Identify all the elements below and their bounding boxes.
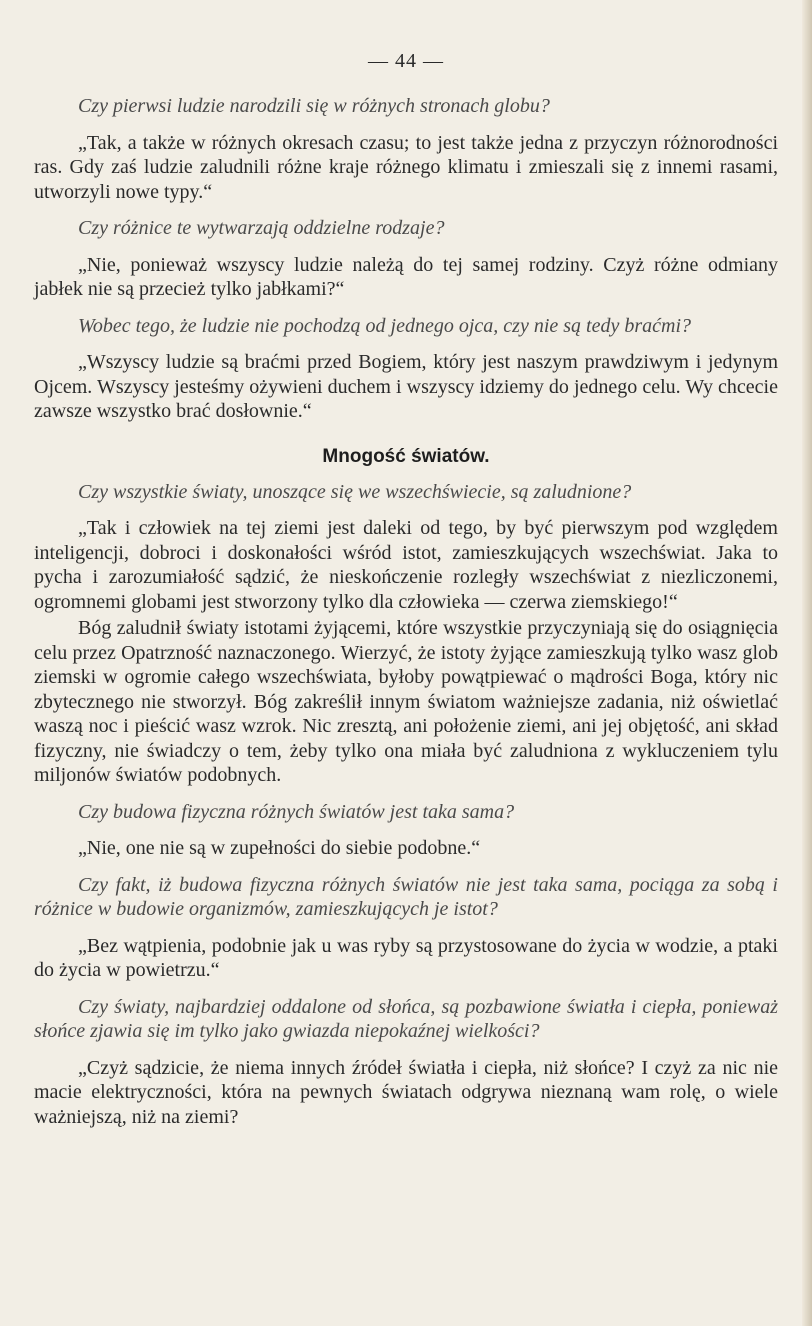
answer-3: „Wszyscy ludzie są braćmi przed Bogiem, który jest naszym prawdziwym i jedynym Ojcem. Wszyscy jesteśmy ożywieni duchem i wszyscy idziemy do jednego celu. Wy chcecie zawsze wszystko brać dosłownie.“: [34, 351, 778, 422]
question-7: Czy światy, najbardziej oddalone od słońca, są pozbawione światła i ciepła, ponieważ słońce zjawia się im tylko jako gwiazda niepokaźnej wielkości?: [34, 995, 778, 1042]
answer-5: „Nie, one nie są w zupełności do siebie podobne.“: [78, 837, 481, 859]
answer-2: „Nie, ponieważ wszyscy ludzie należą do tej samej rodziny. Czyż różne odmiany jabłek nie są przecież tylko jabłkami?“: [34, 253, 778, 300]
answer-1: „Tak, a także w różnych okresach czasu; to jest także jedna z przyczyn różnorodności ras. Gdy zaś ludzie zaludnili różne kraje różnego klimatu i zmieszali się z innemi rasami, utworzyli nowe typy.“: [34, 131, 778, 203]
section-heading: Mnogość światów.: [322, 445, 490, 467]
question-3: Wobec tego, że ludzie nie pochodzą od jednego ojca, czy nie są tedy braćmi?: [78, 314, 692, 337]
question-1: Czy pierwsi ludzie narodzili się w różnych stronach globu?: [78, 95, 550, 117]
answer-7: „Czyż sądzicie, że niema innych źródeł światła i ciepła, niż słońce? I czyż za nic nie macie elektryczności, która na pewnych światach odgrywa nieznaną wam rolę, o wiele ważniejszą, niż na ziemi?: [34, 1056, 778, 1128]
page-body: [34, 94, 778, 1141]
answer-4-continued: Bóg zaludnił światy istotami żyjącemi, które wszystkie przyczyniają się do osiągnięcia celu przez Opatrzność naznaczonego. Wierzyć, że istoty żyjące zamieszkują tylko wasz glob ziemski w ogromie całego wszechświata, byłoby powątpiewać o mądrości Boga, który nic zbytecznego nie stworzył. Bóg zakreślił innym światom ważniejsze zadania, niż oświetlać waszą noc i pieścić wasz wzrok. Nic zresztą, ani położenie ziemi, ani jej objętość, ani skład fizyczny, nie świadczy o tem, żeby tylko ona miała być zaludniona z wykluczeniem tylu miljonów światów podobnych.: [34, 617, 778, 786]
answer-6: „Bez wątpienia, podobnie jak u was ryby są przystosowane do życia w wodzie, a ptaki do życia w powietrzu.“: [34, 934, 778, 981]
answer-4: „Tak i człowiek na tej ziemi jest daleki od tego, by być pierwszym pod względem inteligencji, dobroci i doskonałości wśród istot, zamieszkujących wszechświat. Jaka to pycha i zarozumiałość sądzić, że nieskończenie rozległy wszechświat z niezliczonemi, ogromnemi globami jest stworzony tylko dla człowieka — czerwa ziemskiego!“: [34, 517, 778, 613]
question-6: Czy fakt, iż budowa fizyczna różnych światów nie jest taka sama, pociąga za sobą i różnice w budowie organizmów, zamieszkujących je istot?: [34, 873, 778, 920]
question-2: Czy różnice te wytwarzają oddzielne rodzaje?: [78, 217, 445, 239]
question-5: Czy budowa fizyczna różnych światów jest taka sama?: [78, 800, 515, 823]
question-4: Czy wszystkie światy, unoszące się we wszechświecie, są zaludnione?: [78, 480, 632, 503]
page-number: — 44 —: [368, 50, 444, 72]
page-edge: [802, 0, 812, 1326]
